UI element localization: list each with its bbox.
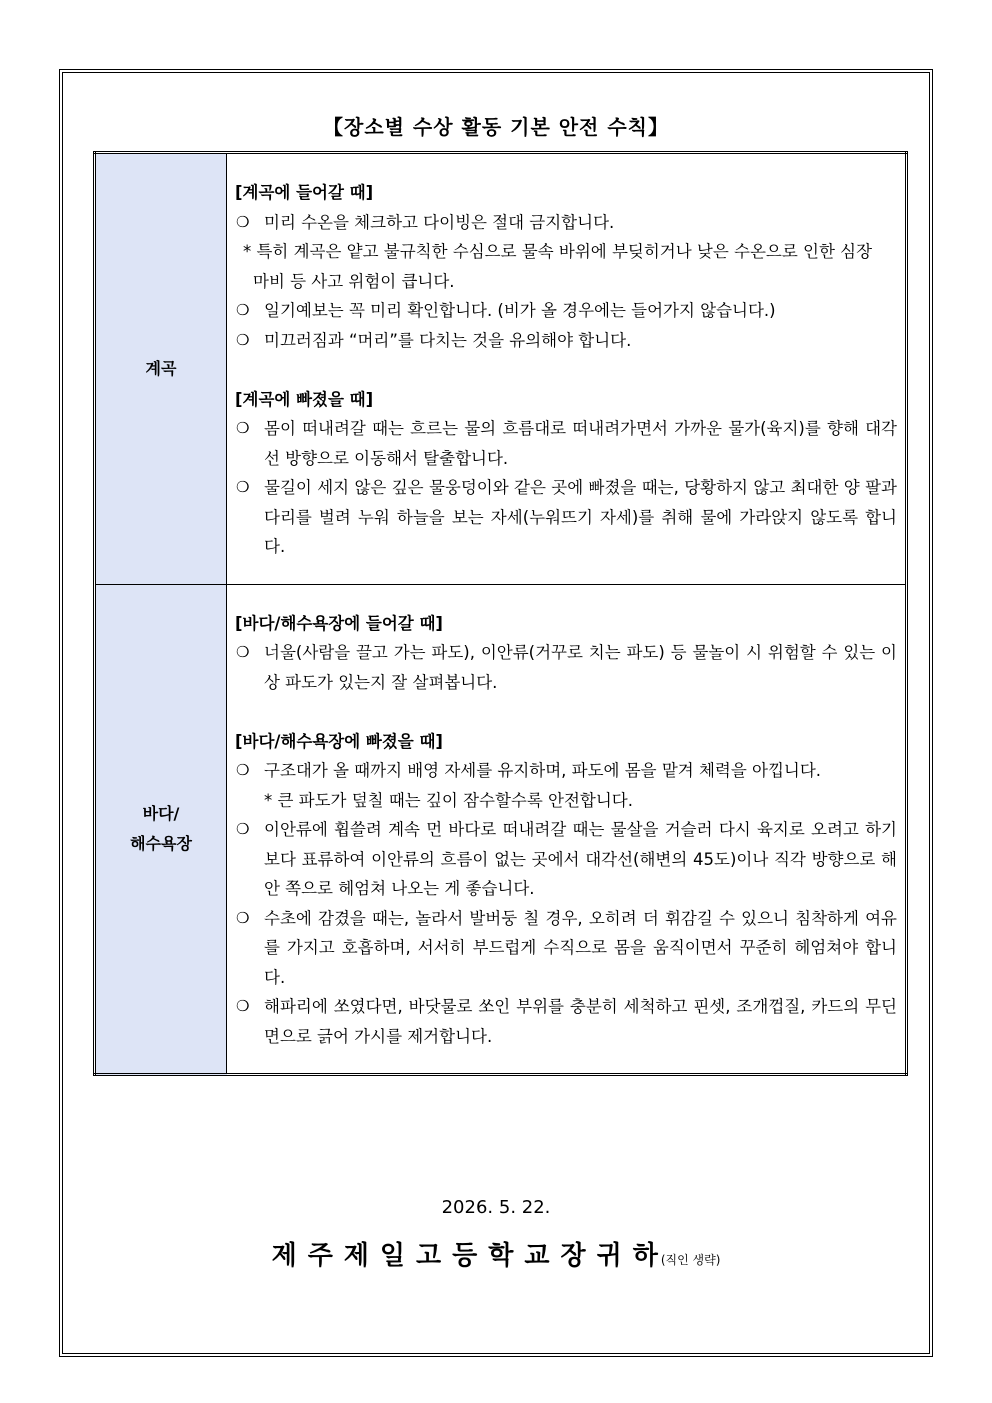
section-content (227, 153, 907, 585)
document-title: 【장소별 수상 활동 기본 안전 수칙】 (323, 115, 669, 139)
safety-rules-table (93, 151, 908, 1076)
section-label-line: 계곡 (145, 358, 177, 378)
section-label (95, 153, 227, 585)
rule-item: ❍ 너울(사람을 끌고 가는 파도), 이안류(거꾸로 치는 파도) 등 물놀이 시 위험할 수 있는 이상 파도가 있는지 잘 살펴봅니다. (235, 638, 897, 697)
signature-main: 제주제일고등학교장귀하 (271, 1241, 669, 1271)
rule-item: ❍ 수초에 감겼을 때는, 놀라서 발버둥 칠 경우, 오히려 더 휘감길 수 있으니 침착하게 여유를 가지고 호흡하며, 서서히 부드럽게 수직으로 몸을 움직이면서 꾸준히 헤엄쳐야 합니다. (235, 904, 897, 993)
rule-item: ❍ 미끄러짐과 “머리”를 다치는 것을 유의해야 합니다. (235, 326, 897, 356)
group-gap (235, 697, 897, 727)
rule-note: * 큰 파도가 덮칠 때는 깊이 잠수할수록 안전합니다. (264, 790, 633, 810)
rule-item: ❍ 이안류에 휩쓸려 계속 먼 바다로 떠내려갈 때는 물살을 거슬러 다시 육지로 오려고 하기보다 표류하여 이안류의 흐름이 없는 곳에서 대각선(해변의 45도)이나 직각 방향으로 해안 쪽으로 헤엄쳐 나오는 게 좋습니다. (235, 815, 897, 904)
group-gap (235, 355, 897, 385)
section-row (95, 153, 907, 585)
group-heading: [바다/해수욕장에 들어갈 때] (235, 613, 443, 633)
rule-item: ❍ 몸이 떠내려갈 때는 흐르는 물의 흐름대로 떠내려가면서 가까운 물가(육지)를 향해 대각선 방향으로 이동해서 탈출합니다. (235, 414, 897, 473)
document-date: 2026. 5. 22. (441, 1197, 551, 1218)
group-heading: [계곡에 들어갈 때] (235, 183, 374, 202)
section-label-line: 해수욕장 (130, 833, 192, 853)
rule-item: ❍ 미리 수온을 체크하고 다이빙은 절대 금지합니다. (235, 208, 897, 238)
group-heading: [바다/해수욕장에 빠졌을 때] (235, 731, 443, 751)
signature-note: (직인 생략) (660, 1253, 721, 1267)
section-row (95, 584, 907, 1075)
rule-item: ❍ 해파리에 쏘였다면, 바닷물로 쏘인 부위를 충분히 세척하고 핀셋, 조개껍질, 카드의 무딘면으로 긁어 가시를 제거합니다. (235, 992, 897, 1051)
section-label (95, 584, 227, 1075)
group-heading: [계곡에 빠졌을 때] (235, 389, 374, 409)
rule-note: * 특히 계곡은 얕고 불규칙한 수심으로 물속 바위에 부딪히거나 낮은 수온으로 인한 심장마비 등 사고 위험이 큽니다. (243, 242, 873, 291)
section-content (227, 584, 907, 1075)
rule-item: ❍ 물길이 세지 않은 깊은 물웅덩이와 같은 곳에 빠졌을 때는, 당황하지 않고 최대한 양 팔과 다리를 벌려 누워 하늘을 보는 자세(누워뜨기 자세)를 취해 물에 가라앉지 않도록 합니다. (235, 473, 897, 562)
rule-item: ❍ 일기예보는 꼭 미리 확인합니다. (비가 올 경우에는 들어가지 않습니다.) (235, 296, 897, 326)
section-label-line: 바다/ (142, 803, 180, 823)
rule-item: ❍ 구조대가 올 때까지 배영 자세를 유지하며, 파도에 몸을 맡겨 체력을 아낍니다. (235, 756, 897, 786)
signature-line (0, 1235, 992, 1272)
